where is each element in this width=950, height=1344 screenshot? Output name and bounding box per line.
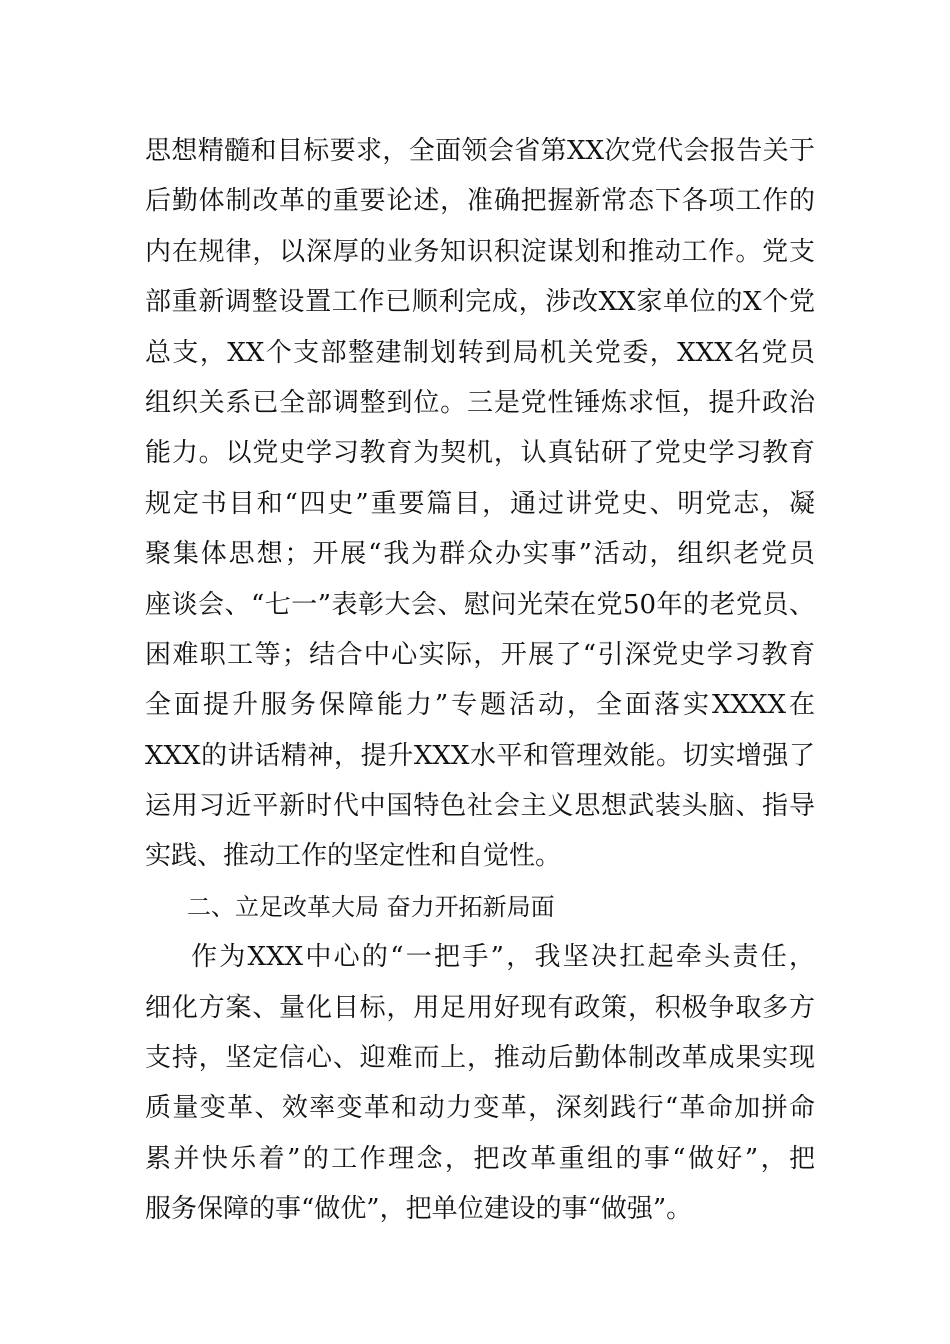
paragraph-line: 实践、推动工作的坚定性和自觉性。 (145, 841, 562, 872)
paragraph-line: XXX的讲话精神，提升XXX水平和管理效能。切实增强了 (145, 740, 815, 771)
paragraph-line: 运用习近平新时代中国特色社会主义思想武装头脑、指导 (145, 791, 815, 822)
paragraph-line: 细化方案、量化目标，用足用好现有政策，积极争取多方 (145, 992, 815, 1023)
paragraph-1 (145, 126, 815, 882)
paragraph-line: 总支，XX个支部整建制划转到局机关党委，XXX名党员 (145, 337, 815, 368)
paragraph-line: 支持，坚定信心、迎难而上，推动后勤体制改革成果实现 (145, 1043, 815, 1074)
paragraph-line: 困难职工等；结合中心实际，开展了“引深党史学习教育 (145, 639, 815, 670)
paragraph-line: 思想精髓和目标要求，全面领会省第XX次党代会报告关于 (145, 136, 815, 166)
section-heading: 二、立足改革大局 奋力开拓新局面 (187, 892, 555, 921)
body-text (145, 126, 815, 1235)
paragraph-line: 服务保障的事“做优”，把单位建设的事“做强”。 (145, 1194, 693, 1225)
paragraph-line: 全面提升服务保障能力”专题活动，全面落实XXXX在 (145, 690, 815, 721)
paragraph-line: 座谈会、“七一”表彰大会、慰问光荣在党50年的老党员、 (145, 589, 815, 620)
paragraph-line: 后勤体制改革的重要论述，准确把握新常态下各项工作的 (145, 186, 815, 217)
paragraph-line: 质量变革、效率变革和动力变革，深刻践行“革命加拼命 (145, 1093, 815, 1124)
paragraph-line: 组织关系已全部调整到位。三是党性锤炼求恒，提升政治 (145, 387, 815, 418)
paragraph-line: 能力。以党史学习教育为契机，认真钻研了党史学习教育 (145, 438, 815, 469)
paragraph-line: 作为XXX中心的“一把手”，我坚决扛起牵头责任， (191, 942, 815, 973)
paragraph-line: 累并快乐着”的工作理念，把改革重组的事“做好”，把 (145, 1143, 815, 1174)
paragraph-line: 内在规律，以深厚的业务知识积淀谋划和推动工作。党支 (145, 236, 815, 267)
paragraph-line: 聚集体思想；开展“我为群众办实事”活动，组织老党员 (145, 539, 815, 570)
paragraph-2 (145, 932, 815, 1234)
paragraph-line: 部重新调整设置工作已顺利完成，涉改XX家单位的X个党 (145, 287, 815, 318)
paragraph-line: 规定书目和“四史”重要篇目，通过讲党史、明党志，凝 (145, 488, 815, 519)
